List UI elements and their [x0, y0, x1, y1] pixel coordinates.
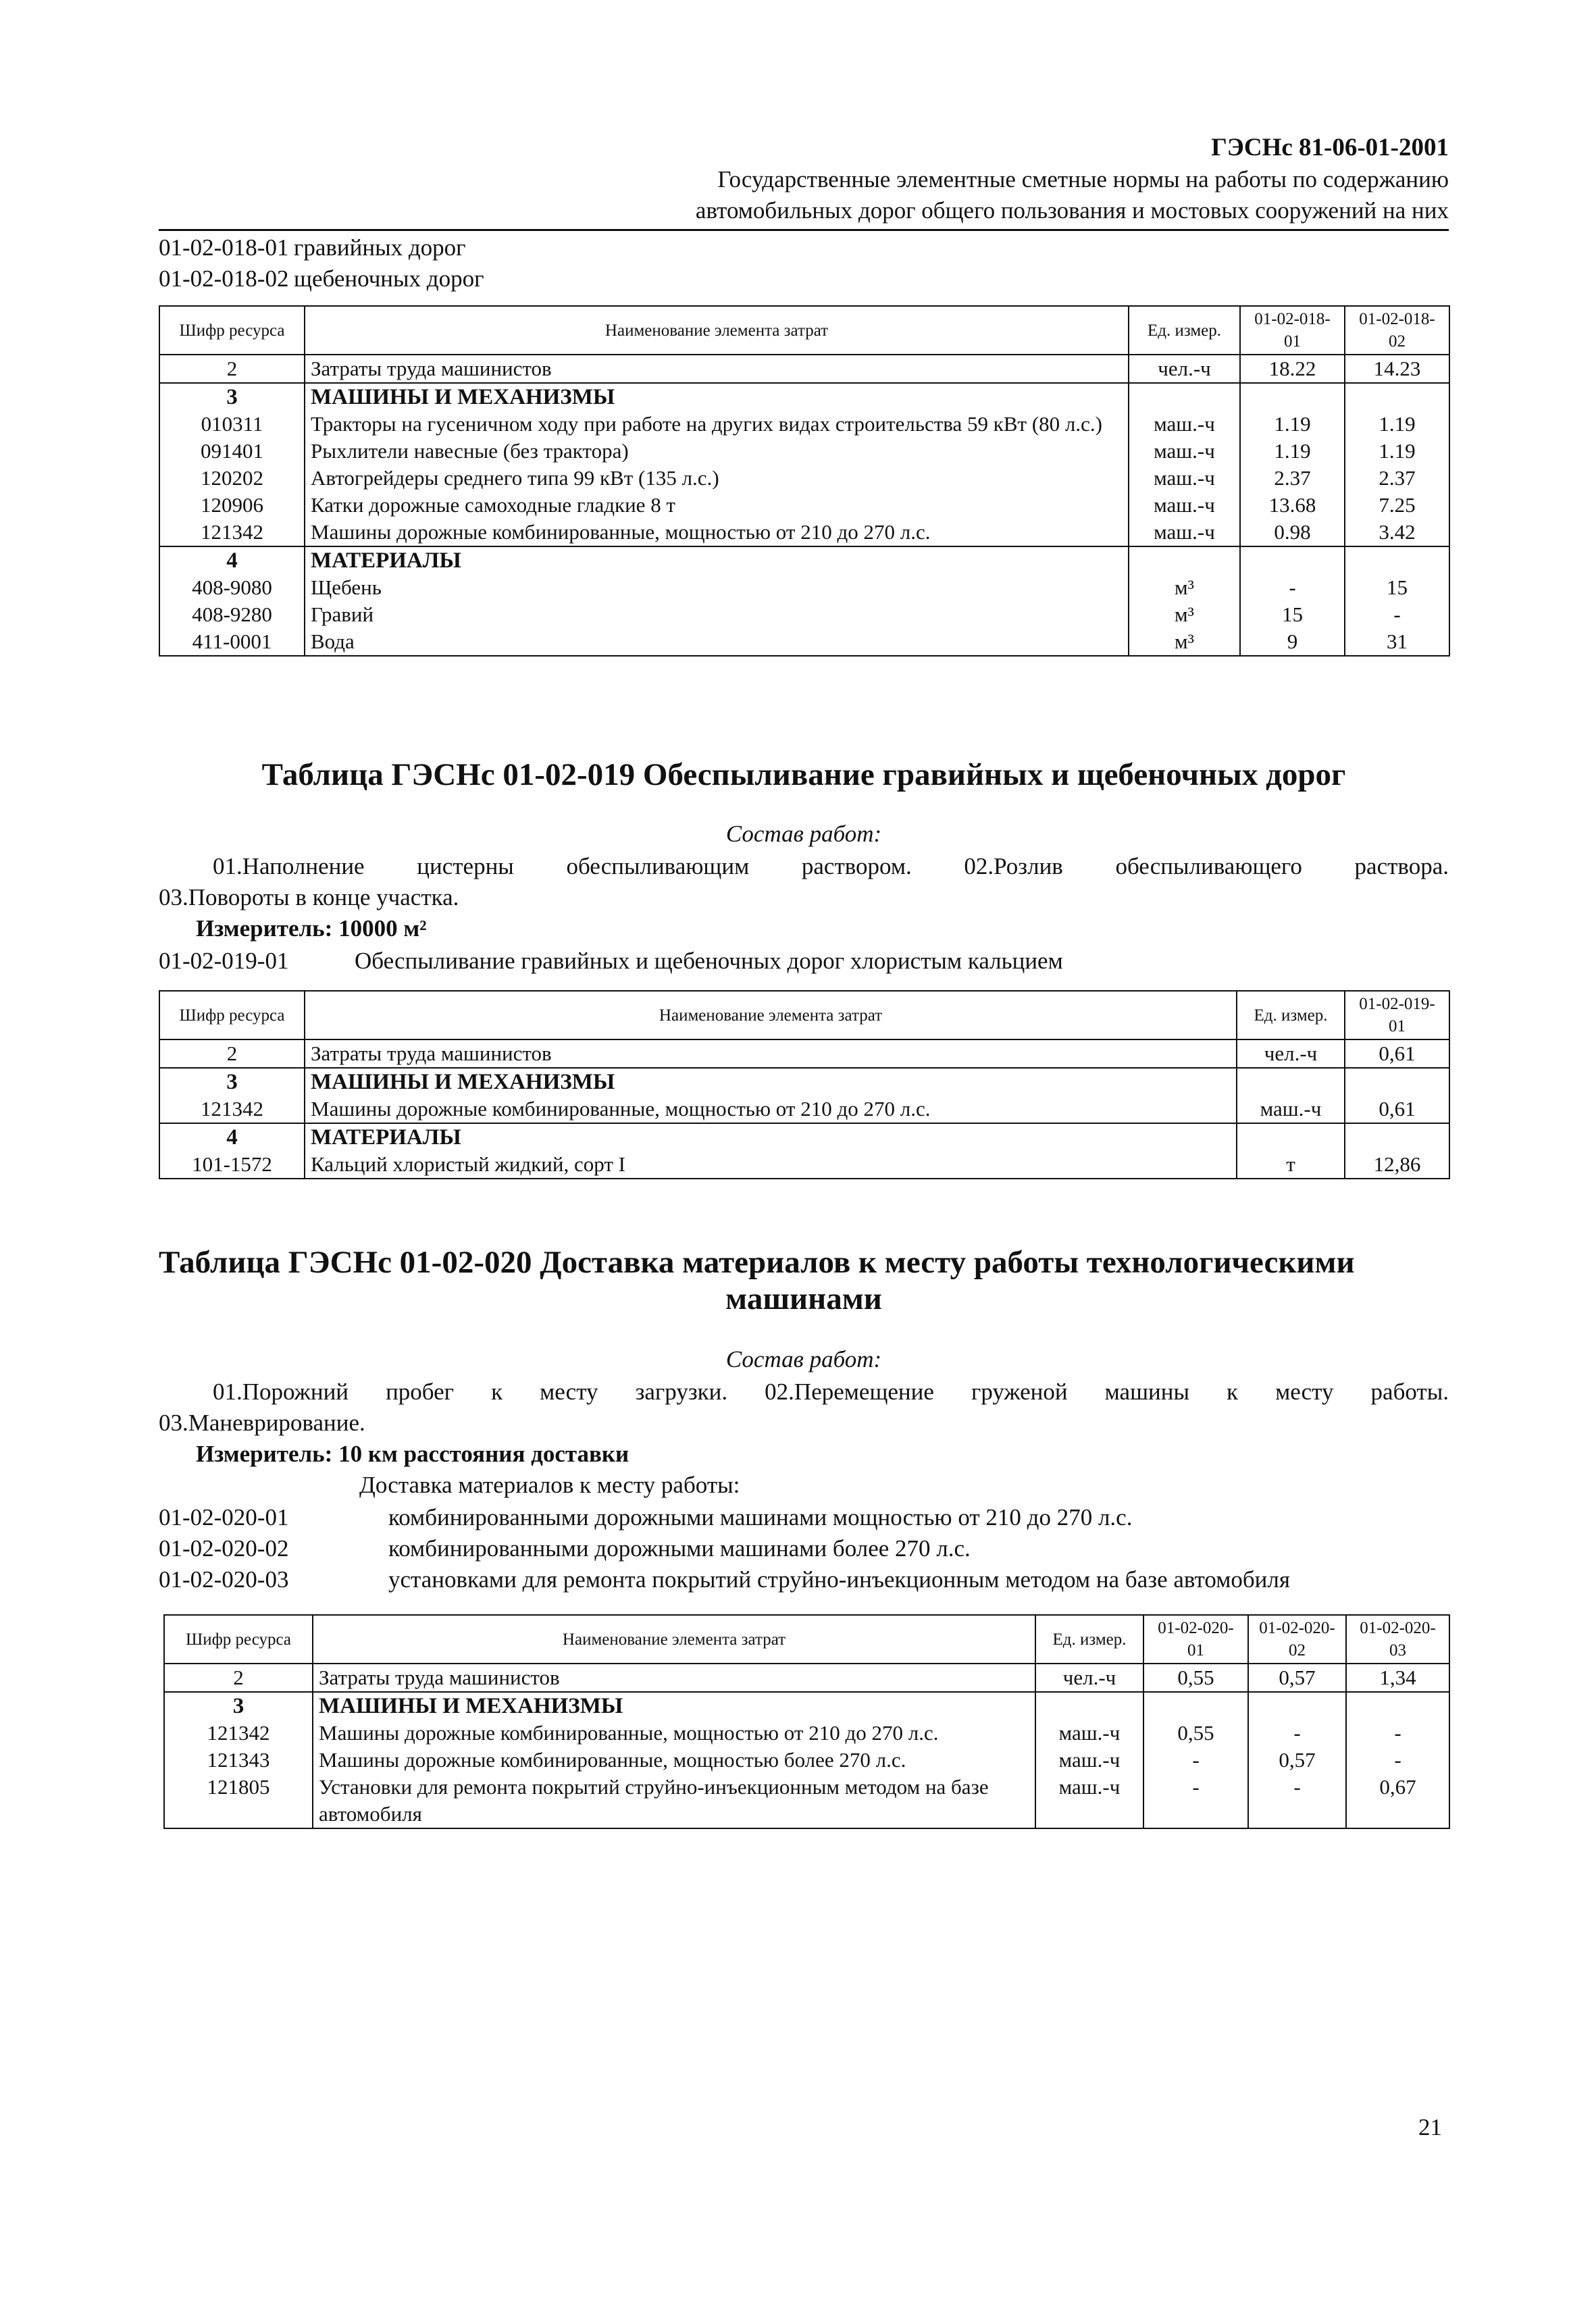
cell-value: [1345, 546, 1449, 574]
cell-unit: маш.-ч: [1237, 1096, 1345, 1123]
cell-code: 121342: [159, 1096, 305, 1123]
norm-code: 01-02-018-02: [159, 265, 289, 292]
document-title-line-2: автомобильных дорог общего пользования и мостовых сооружений на них: [695, 197, 1449, 224]
cell-code: 408-9280: [159, 601, 305, 628]
cell-unit: м³: [1129, 574, 1240, 601]
meter: Измеритель: 10 км расстояния доставки: [196, 1441, 629, 1467]
cell-name: Машины дорожные комбинированные, мощностью от 210 до 270 л.с.: [305, 1096, 1237, 1123]
table-row: [159, 465, 1449, 492]
table-row: [159, 628, 1449, 656]
code-list-item: [159, 946, 1063, 977]
cell-unit: т: [1237, 1151, 1345, 1179]
norm-text: установками для ремонта покрытий струйно-инъекционным методом на базе автомобиля: [388, 1566, 1290, 1593]
code-list-item: [159, 1502, 1290, 1533]
code-list-018: [159, 232, 484, 294]
cell-code: 101-1572: [159, 1151, 305, 1179]
cell-code: 408-9080: [159, 574, 305, 601]
cell-value: 7.25: [1345, 492, 1449, 519]
table-title-019: Таблица ГЭСНс 01-02-019 Обеспыливание гравийных и щебеночных дорог: [261, 757, 1346, 792]
cell-name: Катки дорожные самоходные гладкие 8 т: [305, 492, 1129, 519]
cell-value: 1.19: [1345, 438, 1449, 465]
cell-value: 0.98: [1240, 519, 1345, 546]
cell-code: 3: [159, 383, 305, 411]
table-row: [159, 438, 1449, 465]
cell-value: -: [1345, 601, 1449, 628]
cell-code: 411-0001: [159, 628, 305, 656]
cell-value: [1346, 1692, 1449, 1720]
cell-value: [1345, 383, 1449, 411]
header-col-1: 01-02-019-01: [1345, 991, 1449, 1039]
cell-value: [1248, 1692, 1346, 1720]
cell-unit: м³: [1129, 628, 1240, 656]
cell-code: 120906: [159, 492, 305, 519]
norm-code: 01-02-019-01: [159, 948, 289, 974]
norm-text: комбинированными дорожными машинами мощностью от 210 до 270 л.с.: [388, 1504, 1133, 1531]
header-code: Шифр ресурса: [164, 1615, 313, 1664]
cell-unit: м³: [1129, 601, 1240, 628]
cell-code: 2: [159, 1039, 305, 1068]
cell-value: 1,34: [1346, 1664, 1449, 1692]
section-heading: МАТЕРИАЛЫ: [305, 1123, 1237, 1151]
cell-unit: [1237, 1123, 1345, 1151]
cell-unit: [1129, 546, 1240, 574]
header-col-2: 01-02-020-02: [1248, 1615, 1346, 1664]
table-row: [159, 1151, 1449, 1179]
cell-unit: [1237, 1068, 1345, 1096]
header-col-2: 01-02-018-02: [1345, 306, 1449, 355]
table-row: [159, 492, 1449, 519]
header-unit: Ед. измер.: [1035, 1615, 1143, 1664]
cell-value: -: [1143, 1774, 1248, 1828]
header-col-3: 01-02-020-03: [1346, 1615, 1449, 1664]
cell-value: 0,61: [1345, 1096, 1449, 1123]
cell-value: -: [1143, 1747, 1248, 1774]
code-list-019: [159, 946, 1063, 977]
cell-value: 0,61: [1345, 1039, 1449, 1068]
cell-code: 121342: [164, 1720, 313, 1747]
cell-name: Вода: [305, 628, 1129, 656]
table-row: [159, 1039, 1449, 1068]
table-row: [164, 1720, 1449, 1747]
composition-line-2: 03.Маневрирование.: [159, 1410, 365, 1436]
code-list-020: [159, 1502, 1290, 1595]
cell-value: -: [1248, 1774, 1346, 1828]
table-row: [159, 411, 1449, 438]
table-row: [164, 1747, 1449, 1774]
cell-name: Затраты труда машинистов: [313, 1664, 1035, 1692]
cell-value: 14.23: [1345, 355, 1449, 383]
section-heading: МАШИНЫ И МЕХАНИЗМЫ: [305, 1068, 1237, 1096]
cell-code: 121342: [159, 519, 305, 546]
page-header: [159, 132, 1449, 226]
norm-text: комбинированными дорожными машинами более 270 л.с.: [388, 1535, 971, 1562]
cell-name: Рыхлители навесные (без трактора): [305, 438, 1129, 465]
cell-value: -: [1240, 574, 1345, 601]
section-heading: МАТЕРИАЛЫ: [305, 546, 1129, 574]
cell-unit: маш.-ч: [1035, 1747, 1143, 1774]
cell-name: Машины дорожные комбинированные, мощностью более 270 л.с.: [313, 1747, 1035, 1774]
cell-value: -: [1248, 1720, 1346, 1747]
cell-name: Гравий: [305, 601, 1129, 628]
composition-title: Состав работ:: [725, 1346, 882, 1372]
cell-value: 31: [1345, 628, 1449, 656]
cell-name: Автогрейдеры среднего типа 99 кВт (135 л.с.): [305, 465, 1129, 492]
cell-code: 4: [159, 546, 305, 574]
cell-unit: маш.-ч: [1129, 465, 1240, 492]
cell-code: 121805: [164, 1774, 313, 1828]
cell-value: 2.37: [1345, 465, 1449, 492]
cell-name: Щебень: [305, 574, 1129, 601]
table-section-row: [159, 1068, 1449, 1096]
section-heading: МАШИНЫ И МЕХАНИЗМЫ: [313, 1692, 1035, 1720]
composition-title: Состав работ:: [725, 821, 882, 847]
table-row: [159, 1096, 1449, 1123]
norm-text: гравийных дорог: [294, 234, 466, 261]
header-code: Шифр ресурса: [159, 991, 305, 1039]
code-list-item: [159, 232, 484, 263]
header-unit: Ед. измер.: [1237, 991, 1345, 1039]
norm-text: щебеночных дорог: [294, 265, 484, 292]
section-heading: МАШИНЫ И МЕХАНИЗМЫ: [305, 383, 1129, 411]
cell-value: 15: [1240, 601, 1345, 628]
norm-table-018: [159, 305, 1450, 657]
cell-value: 3.42: [1345, 519, 1449, 546]
table-section-row: [164, 1692, 1449, 1720]
norm-code: 01-02-020-01: [159, 1504, 289, 1531]
meter: Измеритель: 10000 м²: [196, 915, 427, 942]
table-row: [159, 601, 1449, 628]
cell-name: Тракторы на гусеничном ходу при работе на других видах строительства 59 кВт (80 л.с.): [305, 411, 1129, 438]
document-title-line-1: Государственные элементные сметные нормы на работы по содержанию: [717, 166, 1449, 192]
cell-code: 091401: [159, 438, 305, 465]
cell-value: 1.19: [1240, 411, 1345, 438]
table-title-020: Таблица ГЭСНс 01-02-020 Доставка материалов к месту работы технологическими: [159, 1245, 1355, 1280]
header-col-1: 01-02-018-01: [1240, 306, 1345, 355]
table-row: [159, 574, 1449, 601]
header-name: Наименование элемента затрат: [305, 306, 1129, 355]
cell-value: 12,86: [1345, 1151, 1449, 1179]
cell-value: 15: [1345, 574, 1449, 601]
header-code: Шифр ресурса: [159, 306, 305, 355]
table-row: [159, 519, 1449, 546]
cell-value: -: [1346, 1747, 1449, 1774]
code-list-item: [159, 1564, 1290, 1595]
cell-unit: маш.-ч: [1129, 438, 1240, 465]
cell-value: 1.19: [1240, 438, 1345, 465]
cell-name: Кальций хлористый жидкий, сорт I: [305, 1151, 1237, 1179]
cell-unit: чел.-ч: [1129, 355, 1240, 383]
cell-name: Затраты труда машинистов: [305, 1039, 1237, 1068]
cell-value: 0,55: [1143, 1720, 1248, 1747]
table-section-row: [159, 1123, 1449, 1151]
cell-code: 121343: [164, 1747, 313, 1774]
cell-value: [1240, 546, 1345, 574]
cell-code: 3: [164, 1692, 313, 1720]
cell-code: 4: [159, 1123, 305, 1151]
composition-line-1: 01.Порожний пробег к месту загрузки. 02.Перемещение груженой машины к месту работы.: [213, 1379, 1449, 1405]
norm-code: 01-02-020-02: [159, 1535, 289, 1562]
page-number: 21: [1418, 2114, 1442, 2140]
cell-unit: маш.-ч: [1035, 1774, 1143, 1828]
cell-value: [1240, 383, 1345, 411]
table-section-row: [159, 546, 1449, 574]
cell-unit: маш.-ч: [1129, 411, 1240, 438]
composition-line-1: 01.Наполнение цистерны обеспыливающим раствором. 02.Розлив обеспыливающего раствора.: [213, 853, 1449, 879]
cell-value: 0,55: [1143, 1664, 1248, 1692]
norm-table-020: [163, 1614, 1450, 1829]
cell-value: 1.19: [1345, 411, 1449, 438]
header-name: Наименование элемента затрат: [305, 991, 1237, 1039]
header-col-1: 01-02-020-01: [1143, 1615, 1248, 1664]
header-unit: Ед. измер.: [1129, 306, 1240, 355]
cell-unit: маш.-ч: [1129, 492, 1240, 519]
header-name: Наименование элемента затрат: [313, 1615, 1035, 1664]
cell-value: [1143, 1692, 1248, 1720]
cell-value: 18.22: [1240, 355, 1345, 383]
cell-unit: [1035, 1692, 1143, 1720]
cell-name: Затраты труда машинистов: [305, 355, 1129, 383]
cell-value: [1345, 1068, 1449, 1096]
document-code: ГЭСНс 81-06-01-2001: [1211, 134, 1449, 161]
cell-name: Машины дорожные комбинированные, мощностью от 210 до 270 л.с.: [305, 519, 1129, 546]
delivery-intro: [359, 1470, 740, 1501]
cell-value: 0,67: [1346, 1774, 1449, 1828]
cell-value: [1345, 1123, 1449, 1151]
cell-code: 2: [159, 355, 305, 383]
cell-unit: маш.-ч: [1129, 519, 1240, 546]
table-row: [159, 355, 1449, 383]
norm-text: Обеспыливание гравийных и щебеночных дорог хлористым кальцием: [355, 948, 1063, 974]
cell-value: -: [1346, 1720, 1449, 1747]
cell-value: 0,57: [1248, 1747, 1346, 1774]
cell-value: 0,57: [1248, 1664, 1346, 1692]
cell-code: 010311: [159, 411, 305, 438]
cell-code: 120202: [159, 465, 305, 492]
cell-value: 13.68: [1240, 492, 1345, 519]
cell-code: 3: [159, 1068, 305, 1096]
cell-unit: маш.-ч: [1035, 1720, 1143, 1747]
composition-line-2: 03.Повороты в конце участка.: [159, 884, 459, 910]
norm-table-019: [159, 990, 1450, 1179]
code-list-item: [159, 263, 484, 294]
norm-code: 01-02-020-03: [159, 1566, 289, 1593]
cell-unit: чел.-ч: [1035, 1664, 1143, 1692]
cell-name: Установки для ремонта покрытий струйно-инъекционным методом на базе автомобиля: [313, 1774, 1035, 1828]
table-title-020-cont: машинами: [725, 1281, 882, 1316]
table-row: [164, 1774, 1449, 1828]
header-rule: [159, 229, 1449, 231]
cell-unit: чел.-ч: [1237, 1039, 1345, 1068]
cell-value: 9: [1240, 628, 1345, 656]
norm-code: 01-02-018-01: [159, 234, 289, 261]
cell-name: Машины дорожные комбинированные, мощностью от 210 до 270 л.с.: [313, 1720, 1035, 1747]
intro-text: Доставка материалов к месту работы:: [359, 1472, 740, 1498]
table-section-row: [159, 383, 1449, 411]
code-list-item: [159, 1533, 1290, 1564]
table-row: [164, 1664, 1449, 1692]
cell-unit: [1129, 383, 1240, 411]
cell-code: 2: [164, 1664, 313, 1692]
cell-value: 2.37: [1240, 465, 1345, 492]
